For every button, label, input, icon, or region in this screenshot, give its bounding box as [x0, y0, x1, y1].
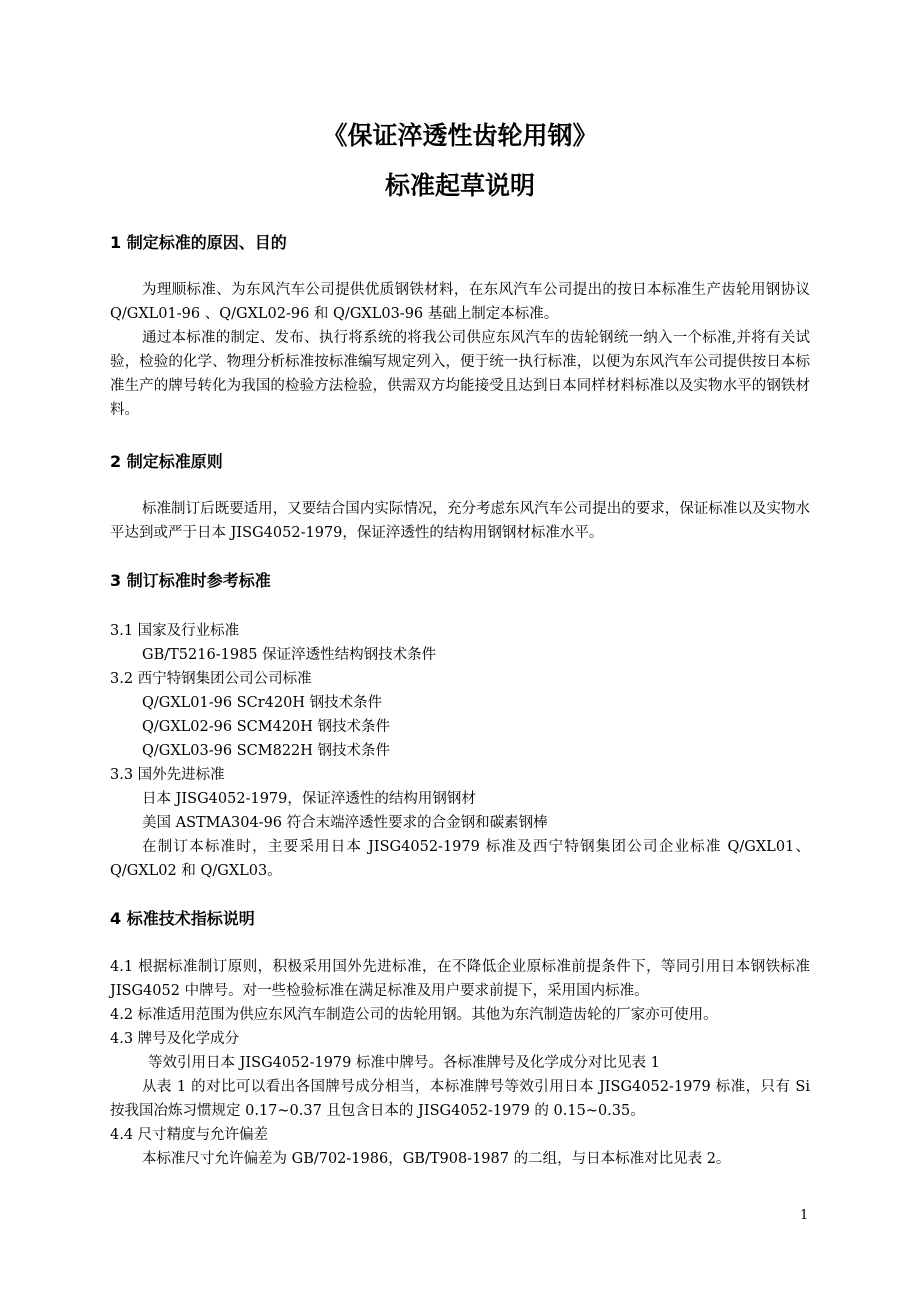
section-4-heading: 4 标准技术指标说明: [110, 909, 255, 928]
section-4-3-line-1: 等效引用日本 JISG4052-1979 标准中牌号。各标准牌号及化学成分对比见表 1: [148, 1055, 660, 1071]
section-1-paragraph-2: 通过本标准的制定、发布、执行将系统的将我公司供应东风汽车的齿轮钢统一纳入一个标准,并将有关试验，检验的化学、物理分析标准按标准编写规定列入，便于统一执行标准，以便为东风汽车公司提供按日本标准生产的牌号转化为我国的检验方法检验，供需双方均能接受且达到日本同样材料标准以及实物水平的钢铁材料。: [110, 330, 810, 418]
document-subtitle: 标准起草说明: [384, 171, 535, 200]
reference-astma304: 美国 ASTMA304-96 符合末端淬透性要求的合金钢和碳素钢棒: [142, 815, 548, 831]
reference-jisg4052: 日本 JISG4052-1979，保证淬透性的结构用钢钢材: [142, 791, 476, 807]
reference-q-gxl03: Q/GXL03-96 SCM822H 钢技术条件: [142, 743, 391, 759]
reference-q-gxl02: Q/GXL02-96 SCM420H 钢技术条件: [142, 719, 391, 735]
section-4-1-paragraph: 4.1 根据标准制订原则，积极采用国外先进标准，在不降低企业原标准前提条件下，等同引用日本钢铁标准 JISG4052 中牌号。对一些检验标准在满足标准及用户要求前提下，采用国内标准。: [110, 959, 810, 999]
section-4-4-line-1: 本标准尺寸允许偏差为 GB/702-1986，GB/T908-1987 的二组，与日本标准对比见表 2。: [142, 1151, 731, 1167]
section-2-heading: 2 制定标准原则: [110, 452, 223, 471]
section-1-heading: 1 制定标准的原因、目的: [110, 233, 287, 252]
section-3-1-label: 3.1 国家及行业标准: [110, 623, 240, 639]
section-3-heading: 3 制订标准时参考标准: [110, 571, 271, 590]
section-2-paragraph-1: 标准制订后既要适用，又要结合国内实际情况，充分考虑东风汽车公司提出的要求，保证标准以及实物水平达到或严于日本 JISG4052-1979，保证淬透性的结构用钢钢材标准水平。: [110, 501, 810, 541]
section-1-paragraph-1: 为理顺标准、为东风汽车公司提供优质钢铁材料，在东风汽车公司提出的按日本标准生产齿轮用钢协议 Q/GXL01-96 、Q/GXL02-96 和 Q/GXL03-96 基础上制定本标准。: [110, 282, 810, 322]
section-3-3-label: 3.3 国外先进标准: [110, 767, 225, 783]
page-number: 1: [800, 1208, 809, 1223]
section-4-3-label: 4.3 牌号及化学成分: [110, 1031, 240, 1047]
section-3-paragraph: 在制订本标准时，主要采用日本 JISG4052-1979 标准及西宁特钢集团公司企业标准 Q/GXL01、Q/GXL02 和 Q/GXL03。: [110, 839, 810, 879]
section-4-3-paragraph: 从表 1 的对比可以看出各国牌号成分相当，本标准牌号等效引用日本 JISG4052-1979 标准，只有 Si 按我国冶炼习惯规定 0.17~0.37 且包含日本的 JISG4052-1979 的 0.15~0.35。: [110, 1079, 810, 1119]
reference-gb-t5216: GB/T5216-1985 保证淬透性结构钢技术条件: [142, 647, 437, 663]
reference-q-gxl01: Q/GXL01-96 SCr420H 钢技术条件: [142, 695, 383, 711]
document-title: 《保证淬透性齿轮用钢》: [322, 121, 598, 150]
section-4-2-paragraph: 4.2 标准适用范围为供应东风汽车制造公司的齿轮用钢。其他为东汽制造齿轮的厂家亦可使用。: [110, 1007, 718, 1023]
section-3-2-label: 3.2 西宁特钢集团公司公司标准: [110, 671, 312, 687]
section-4-4-label: 4.4 尺寸精度与允许偏差: [110, 1127, 269, 1143]
